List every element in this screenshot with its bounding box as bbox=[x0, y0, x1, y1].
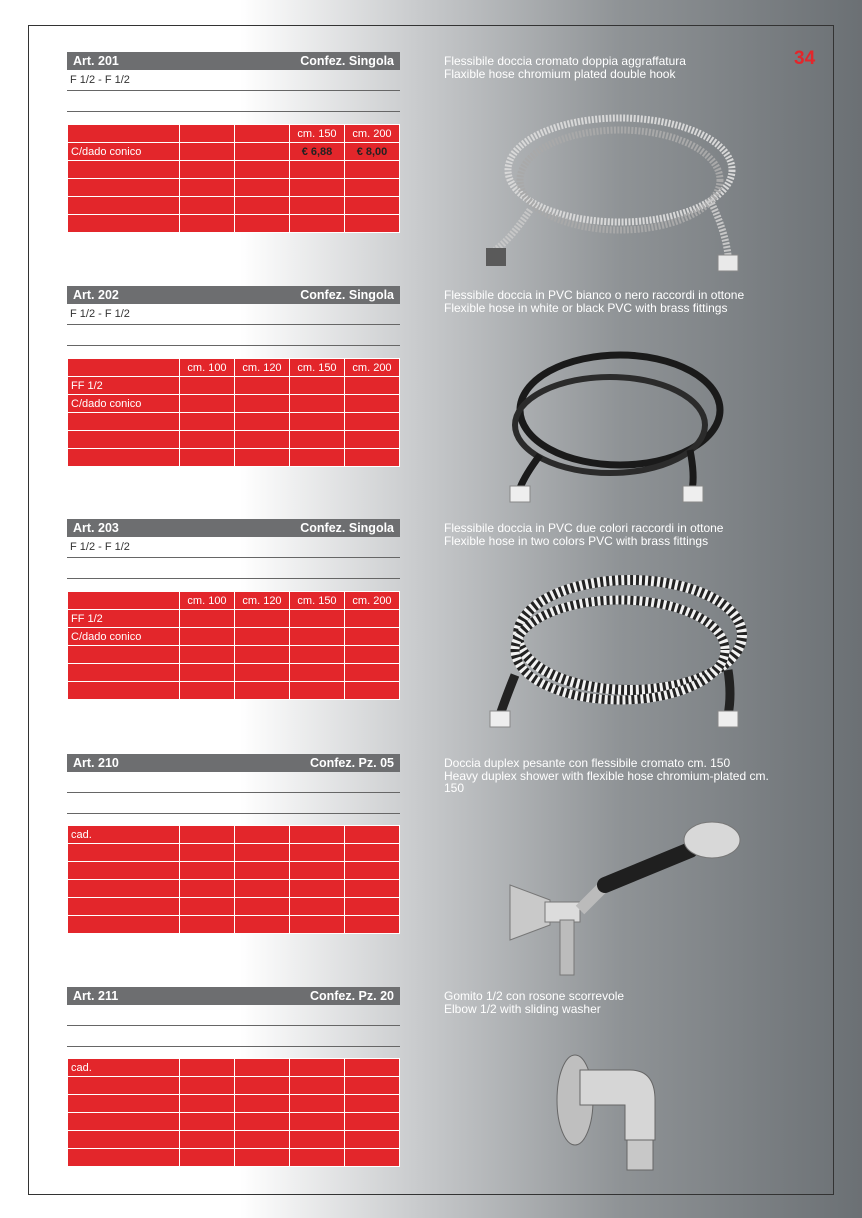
product-description bbox=[444, 55, 774, 80]
table-cell bbox=[180, 143, 235, 161]
table-cell bbox=[345, 826, 400, 844]
article-header bbox=[67, 754, 400, 772]
article-number: Art. 202 bbox=[73, 288, 119, 302]
connection-size: F 1/2 - F 1/2 bbox=[67, 304, 400, 325]
row-label: cad. bbox=[68, 826, 180, 844]
price-cell bbox=[180, 395, 235, 413]
product-description bbox=[444, 757, 774, 795]
article-number: Art. 201 bbox=[73, 54, 119, 68]
divider bbox=[67, 91, 400, 112]
table-row bbox=[68, 215, 400, 233]
table-row bbox=[68, 682, 400, 700]
price-cell bbox=[180, 628, 235, 646]
connection-size bbox=[67, 1005, 400, 1026]
row-label: C/dado conico bbox=[68, 143, 180, 161]
price-table-201 bbox=[67, 124, 400, 233]
table-row bbox=[68, 143, 400, 161]
table-row bbox=[68, 916, 400, 934]
table-row bbox=[68, 413, 400, 431]
table-row bbox=[68, 449, 400, 467]
divider bbox=[67, 325, 400, 346]
length-header: cm. 200 bbox=[345, 125, 400, 143]
article-211-header-block bbox=[67, 987, 400, 1047]
length-header: cm. 200 bbox=[345, 592, 400, 610]
article-header bbox=[67, 519, 400, 537]
table-row bbox=[68, 628, 400, 646]
price-cell bbox=[290, 395, 345, 413]
table-cell bbox=[345, 1059, 400, 1077]
product-description bbox=[444, 289, 774, 314]
length-header: cm. 150 bbox=[290, 125, 345, 143]
price-cell bbox=[180, 826, 235, 844]
price-cell bbox=[180, 1059, 235, 1077]
row-label: C/dado conico bbox=[68, 395, 180, 413]
price-cell bbox=[345, 628, 400, 646]
table-row bbox=[68, 610, 400, 628]
table-row bbox=[68, 826, 400, 844]
product-description bbox=[444, 990, 774, 1015]
price-table-211 bbox=[67, 1058, 400, 1167]
table-row bbox=[68, 1131, 400, 1149]
table-cell bbox=[235, 125, 290, 143]
pack-type: Confez. Singola bbox=[300, 54, 394, 68]
description-english: Elbow 1/2 with sliding washer bbox=[444, 1001, 601, 1016]
two-color-hose-image bbox=[470, 565, 760, 745]
price-table-210 bbox=[67, 825, 400, 934]
table-row bbox=[68, 179, 400, 197]
price-cell bbox=[235, 377, 290, 395]
table-header-row bbox=[68, 359, 400, 377]
table-cell bbox=[180, 125, 235, 143]
article-210-header-block bbox=[67, 754, 400, 814]
article-201-header-block bbox=[67, 52, 400, 112]
article-header bbox=[67, 52, 400, 70]
description-italian: Doccia duplex pesante con flessibile cromato cm. 150 bbox=[444, 756, 731, 770]
price-cell bbox=[290, 610, 345, 628]
price-cell bbox=[345, 395, 400, 413]
table-cell bbox=[290, 1059, 345, 1077]
price-cell bbox=[345, 377, 400, 395]
article-header bbox=[67, 286, 400, 304]
price-cell bbox=[180, 377, 235, 395]
table-row bbox=[68, 1113, 400, 1131]
row-label: FF 1/2 bbox=[68, 610, 180, 628]
table-cell bbox=[235, 826, 290, 844]
page-number: 34 bbox=[794, 48, 816, 69]
black-pvc-hose-image bbox=[480, 340, 740, 515]
table-row bbox=[68, 1059, 400, 1077]
description-italian: Flessibile doccia in PVC due colori raccordi in ottone bbox=[444, 521, 724, 535]
pack-type: Confez. Singola bbox=[300, 288, 394, 302]
table-row bbox=[68, 862, 400, 880]
row-label: C/dado conico bbox=[68, 628, 180, 646]
divider bbox=[67, 793, 400, 814]
table-row bbox=[68, 898, 400, 916]
description-italian: Flessibile doccia in PVC bianco o nero raccordi in ottone bbox=[444, 288, 745, 302]
length-header: cm. 120 bbox=[235, 359, 290, 377]
divider bbox=[67, 1026, 400, 1047]
table-row bbox=[68, 844, 400, 862]
table-row bbox=[68, 395, 400, 413]
table-cell bbox=[290, 826, 345, 844]
length-header: cm. 100 bbox=[180, 359, 235, 377]
divider bbox=[67, 558, 400, 579]
table-header-row bbox=[68, 125, 400, 143]
length-header: cm. 120 bbox=[235, 592, 290, 610]
length-header: cm. 100 bbox=[180, 592, 235, 610]
length-header: cm. 150 bbox=[290, 592, 345, 610]
price-table-203 bbox=[67, 591, 400, 700]
price-table-202 bbox=[67, 358, 400, 467]
table-row bbox=[68, 377, 400, 395]
product-description bbox=[444, 522, 774, 547]
table-row bbox=[68, 431, 400, 449]
article-202-header-block bbox=[67, 286, 400, 346]
table-cell bbox=[235, 143, 290, 161]
price-cell: € 6,88 bbox=[290, 143, 345, 161]
table-row bbox=[68, 664, 400, 682]
length-header: cm. 150 bbox=[290, 359, 345, 377]
price-cell bbox=[345, 610, 400, 628]
elbow-fitting-image bbox=[545, 1045, 685, 1175]
length-header: cm. 200 bbox=[345, 359, 400, 377]
price-cell: € 8,00 bbox=[345, 143, 400, 161]
table-header-row bbox=[68, 592, 400, 610]
description-italian: Flessibile doccia cromato doppia aggraffatura bbox=[444, 54, 686, 68]
article-203-header-block bbox=[67, 519, 400, 579]
table-row bbox=[68, 197, 400, 215]
duplex-shower-image bbox=[490, 810, 750, 980]
pack-type: Confez. Pz. 05 bbox=[309, 756, 394, 770]
table-cell bbox=[68, 125, 180, 143]
article-number: Art. 203 bbox=[73, 521, 119, 535]
table-row bbox=[68, 880, 400, 898]
price-cell bbox=[235, 610, 290, 628]
row-label: cad. bbox=[68, 1059, 180, 1077]
connection-size bbox=[67, 772, 400, 793]
description-english: Heavy duplex shower with flexible hose chromium-plated cm. 150 bbox=[444, 768, 769, 795]
description-italian: Gomito 1/2 con rosone scorrevole bbox=[444, 989, 625, 1003]
table-cell bbox=[68, 359, 180, 377]
article-header bbox=[67, 987, 400, 1005]
price-cell bbox=[235, 395, 290, 413]
table-cell bbox=[235, 1059, 290, 1077]
description-english: Flaxible hose chromium plated double hook bbox=[444, 66, 676, 81]
connection-size: F 1/2 - F 1/2 bbox=[67, 70, 400, 91]
pack-type: Confez. Pz. 20 bbox=[309, 989, 394, 1003]
price-cell bbox=[235, 628, 290, 646]
table-row bbox=[68, 1095, 400, 1113]
table-cell bbox=[68, 592, 180, 610]
row-label: FF 1/2 bbox=[68, 377, 180, 395]
price-cell bbox=[180, 610, 235, 628]
table-row bbox=[68, 646, 400, 664]
price-cell bbox=[290, 377, 345, 395]
table-row bbox=[68, 1149, 400, 1167]
article-number: Art. 211 bbox=[73, 989, 119, 1003]
pack-type: Confez. Singola bbox=[300, 521, 394, 535]
connection-size: F 1/2 - F 1/2 bbox=[67, 537, 400, 558]
description-english: Flexible hose in two colors PVC with brass fittings bbox=[444, 533, 709, 548]
description-english: Flexible hose in white or black PVC with brass fittings bbox=[444, 300, 728, 315]
chrome-hose-image bbox=[470, 100, 770, 280]
table-row bbox=[68, 161, 400, 179]
article-number: Art. 210 bbox=[73, 756, 119, 770]
table-row bbox=[68, 1077, 400, 1095]
price-cell bbox=[290, 628, 345, 646]
